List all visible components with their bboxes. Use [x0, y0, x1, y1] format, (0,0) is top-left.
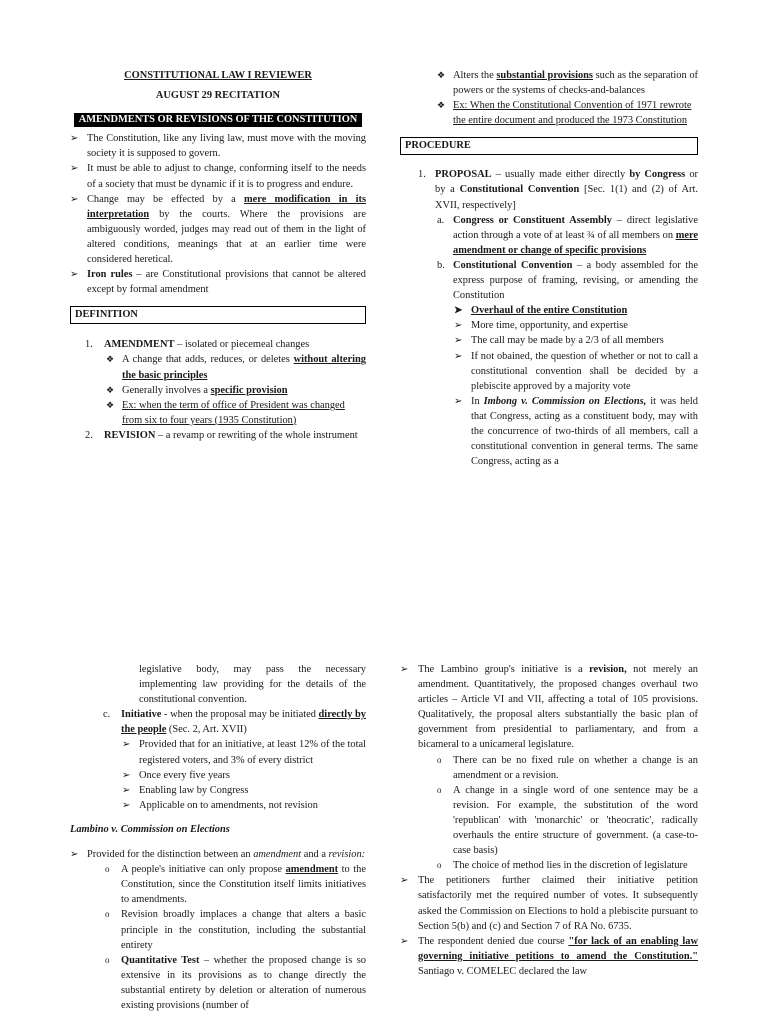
arrow-bullet-icon: [400, 873, 408, 888]
arrow-bullet-icon: [400, 662, 408, 677]
diamond-bullet-icon: [106, 398, 114, 413]
list-item: ❖ Ex: when the term of office of President was changed from six to four years (1935 Constitution): [70, 398, 366, 428]
list-item-congress: a. Congress or Constituent Assembly – direct legislative action through a vote of at least ¾ of all members on mere amendment or change of specific provisions: [437, 214, 698, 256]
circle-bullet-icon: [105, 907, 110, 922]
circle-bullet-icon: [437, 753, 442, 768]
document-title: CONSTITUTIONAL LAW I REVIEWER: [124, 70, 312, 81]
arrow-bullet-icon: [70, 131, 78, 146]
list-item: ➢ Applicable on to amendments, not revision: [70, 798, 366, 813]
bold-arrow-bullet-icon: [454, 303, 462, 318]
circle-bullet-icon: [105, 862, 110, 877]
section-header-amendments: AMENDMENTS OR REVISIONS OF THE CONSTITUTION: [70, 112, 366, 127]
list-item: o The choice of method lies in the discretion of legislature: [400, 858, 698, 873]
list-item: ➢ The call may be made by a 2/3 of all members: [400, 333, 698, 348]
document-subtitle: AUGUST 29 RECITATION: [155, 90, 281, 102]
list-item-amendment: 1. AMENDMENT – isolated or piecemeal changes: [70, 337, 366, 352]
list-number: 1.: [418, 169, 426, 181]
arrow-bullet-icon: [70, 192, 78, 207]
list-item-revision: 2. REVISION – a revamp or rewriting of the whole instrument: [70, 428, 366, 443]
list-item: ❖ A change that adds, reduces, or deletes without altering the basic principles: [70, 352, 366, 382]
list-letter: b.: [437, 259, 445, 271]
diamond-bullet-icon: [437, 68, 445, 83]
arrow-bullet-icon: [454, 318, 462, 333]
list-item: ❖ Generally involves a specific provision: [70, 383, 366, 398]
circle-bullet-icon: [105, 953, 110, 968]
list-item: ➢ The Constitution, like any living law, must move with the moving society it is supposed to govern.: [70, 131, 366, 161]
list-item: ➢ The respondent denied due course "for lack of an enabling law governing initiative petitions to amend the Constitution." Santiago v. COMELEC declared the law: [400, 934, 698, 979]
list-item: ➢ More time, opportunity, and expertise: [400, 318, 698, 333]
list-item: ➢ Enabling law by Congress: [70, 783, 366, 798]
list-item: ➢ Once every five years: [70, 768, 366, 783]
list-item: o A change in a single word of one sentence may be a revision. For example, the substitution of the word 'republican' with 'monarchic' or 'theocratic', radically overhauls the entire structure of government. (a case-to-case basis): [400, 783, 698, 858]
section-header-definition: DEFINITION: [70, 306, 366, 324]
arrow-bullet-icon: [122, 768, 130, 783]
case-title: Lambino v. Commission on Elections: [70, 823, 230, 835]
list-item: ❖ Ex: When the Constitutional Convention of 1971 rewrote the entire document and produced the 1973 Constitution: [400, 98, 698, 128]
page1-right-column: [400, 68, 698, 469]
list-item: o Revision broadly implaces a change that alters a basic principle in the constitution, including the substantial entirety: [70, 907, 366, 952]
diamond-bullet-icon: [437, 98, 445, 113]
diamond-bullet-icon: [106, 352, 114, 367]
diamond-bullet-icon: [106, 383, 114, 398]
list-letter: c.: [103, 709, 111, 721]
list-letter: a.: [437, 214, 445, 226]
list-item: ➢ If not obained, the question of whether or not to call a constitutional convention shall be decided by a plebiscite approved by a majority vote: [400, 349, 698, 394]
section-header-procedure: PROCEDURE: [400, 137, 698, 155]
list-item: ➢ Change may be effected by a mere modification in its interpretation by the courts. Where the provisions are ambiguously worded, judges may read out of them in the light of altered conditions, meanings that at an earlier time were considered heretical.: [70, 192, 366, 267]
list-item: ❖ Alters the substantial provisions such as the separation of powers or the systems of checks-and-balances: [400, 68, 698, 98]
paragraph-continuation: legislative body, may pass the necessary implementing law providing for the details of the constitutional convention.: [139, 664, 366, 706]
circle-bullet-icon: [437, 783, 442, 798]
arrow-bullet-icon: [122, 798, 130, 813]
list-item: o There can be no fixed rule on whether a change is an amendment or a revision.: [400, 753, 698, 783]
list-number: 1.: [85, 339, 93, 351]
list-item: ➢ Provided that for an initiative, at least 12% of the total registered voters, and 3% of every district: [70, 737, 366, 767]
list-item: ➢ Iron rules – are Constitutional provisions that cannot be altered except by formal amendment: [70, 267, 366, 297]
page1-left-column: [70, 68, 366, 443]
arrow-bullet-icon: [70, 267, 78, 282]
arrow-bullet-icon: [454, 394, 462, 409]
arrow-bullet-icon: [122, 783, 130, 798]
list-item: o Quantitative Test – whether the proposed change is so extensive in its provisions as to change directly the substantial entirety by deletion or alteration of numerous existing provisions (number of: [70, 953, 366, 1013]
page2-right-section: [400, 662, 698, 1024]
list-number: 2.: [85, 429, 93, 441]
page2-left-section: [70, 662, 366, 1024]
arrow-bullet-icon: [70, 161, 78, 176]
arrow-bullet-icon: [122, 737, 130, 752]
arrow-bullet-icon: [400, 934, 408, 949]
list-item: ➢ It must be able to adjust to change, conforming itself to the needs of a society that must be dynamic if it is to progress and endure.: [70, 161, 366, 191]
arrow-bullet-icon: [454, 333, 462, 348]
list-item: ➢ Provided for the distinction between an amendment and a revision:: [70, 847, 366, 862]
list-item-proposal: 1. PROPOSAL – usually made either directly by Congress or by a Constitutional Convention [Sec. 1(1) and (2) of Art. XVII, respectively]: [418, 169, 698, 211]
list-item-initiative: c. Initiative - when the proposal may be initiated directly by the people (Sec. 2, Art. XVII): [103, 709, 366, 736]
arrow-bullet-icon: [454, 349, 462, 364]
list-item: ➤ Overhaul of the entire Constitution: [400, 303, 698, 318]
arrow-bullet-icon: [70, 847, 78, 862]
list-item-convention: b. Constitutional Convention – a body assembled for the express purpose of framing, revising, or amending the Constitution: [437, 259, 698, 302]
list-item: ➢ In Imbong v. Commission on Elections, it was held that Congress, acting as a constituent body, may with the concurrence of two-thirds of all members, call a constitutional convention in general terms. The same Congress, acting as a: [400, 394, 698, 469]
list-item: ➢ The petitioners further claimed their initiative petition satisfactorily met the required number of votes. It subsequently asked the Commission on Elections to hold a plebiscite pursuant to Section 5(b) and (c) and Section 7 of RA No. 6735.: [400, 873, 698, 933]
circle-bullet-icon: [437, 858, 442, 873]
list-item: ➢ The Lambino group's initiative is a revision, not merely an amendment. Quantitatively, the proposed changes overhaul two articles – Article VI and VII, affecting a total of 105 provisions. Qualitatively, the proposal alters substantially the basic plan of government from presidential to parliamentary, and from a bicameral to a unicameral legislature.: [400, 662, 698, 753]
list-item: o A people's initiative can only propose amendment to the Constitution, since the Constitution itself limits initiatives to amendments.: [70, 862, 366, 907]
